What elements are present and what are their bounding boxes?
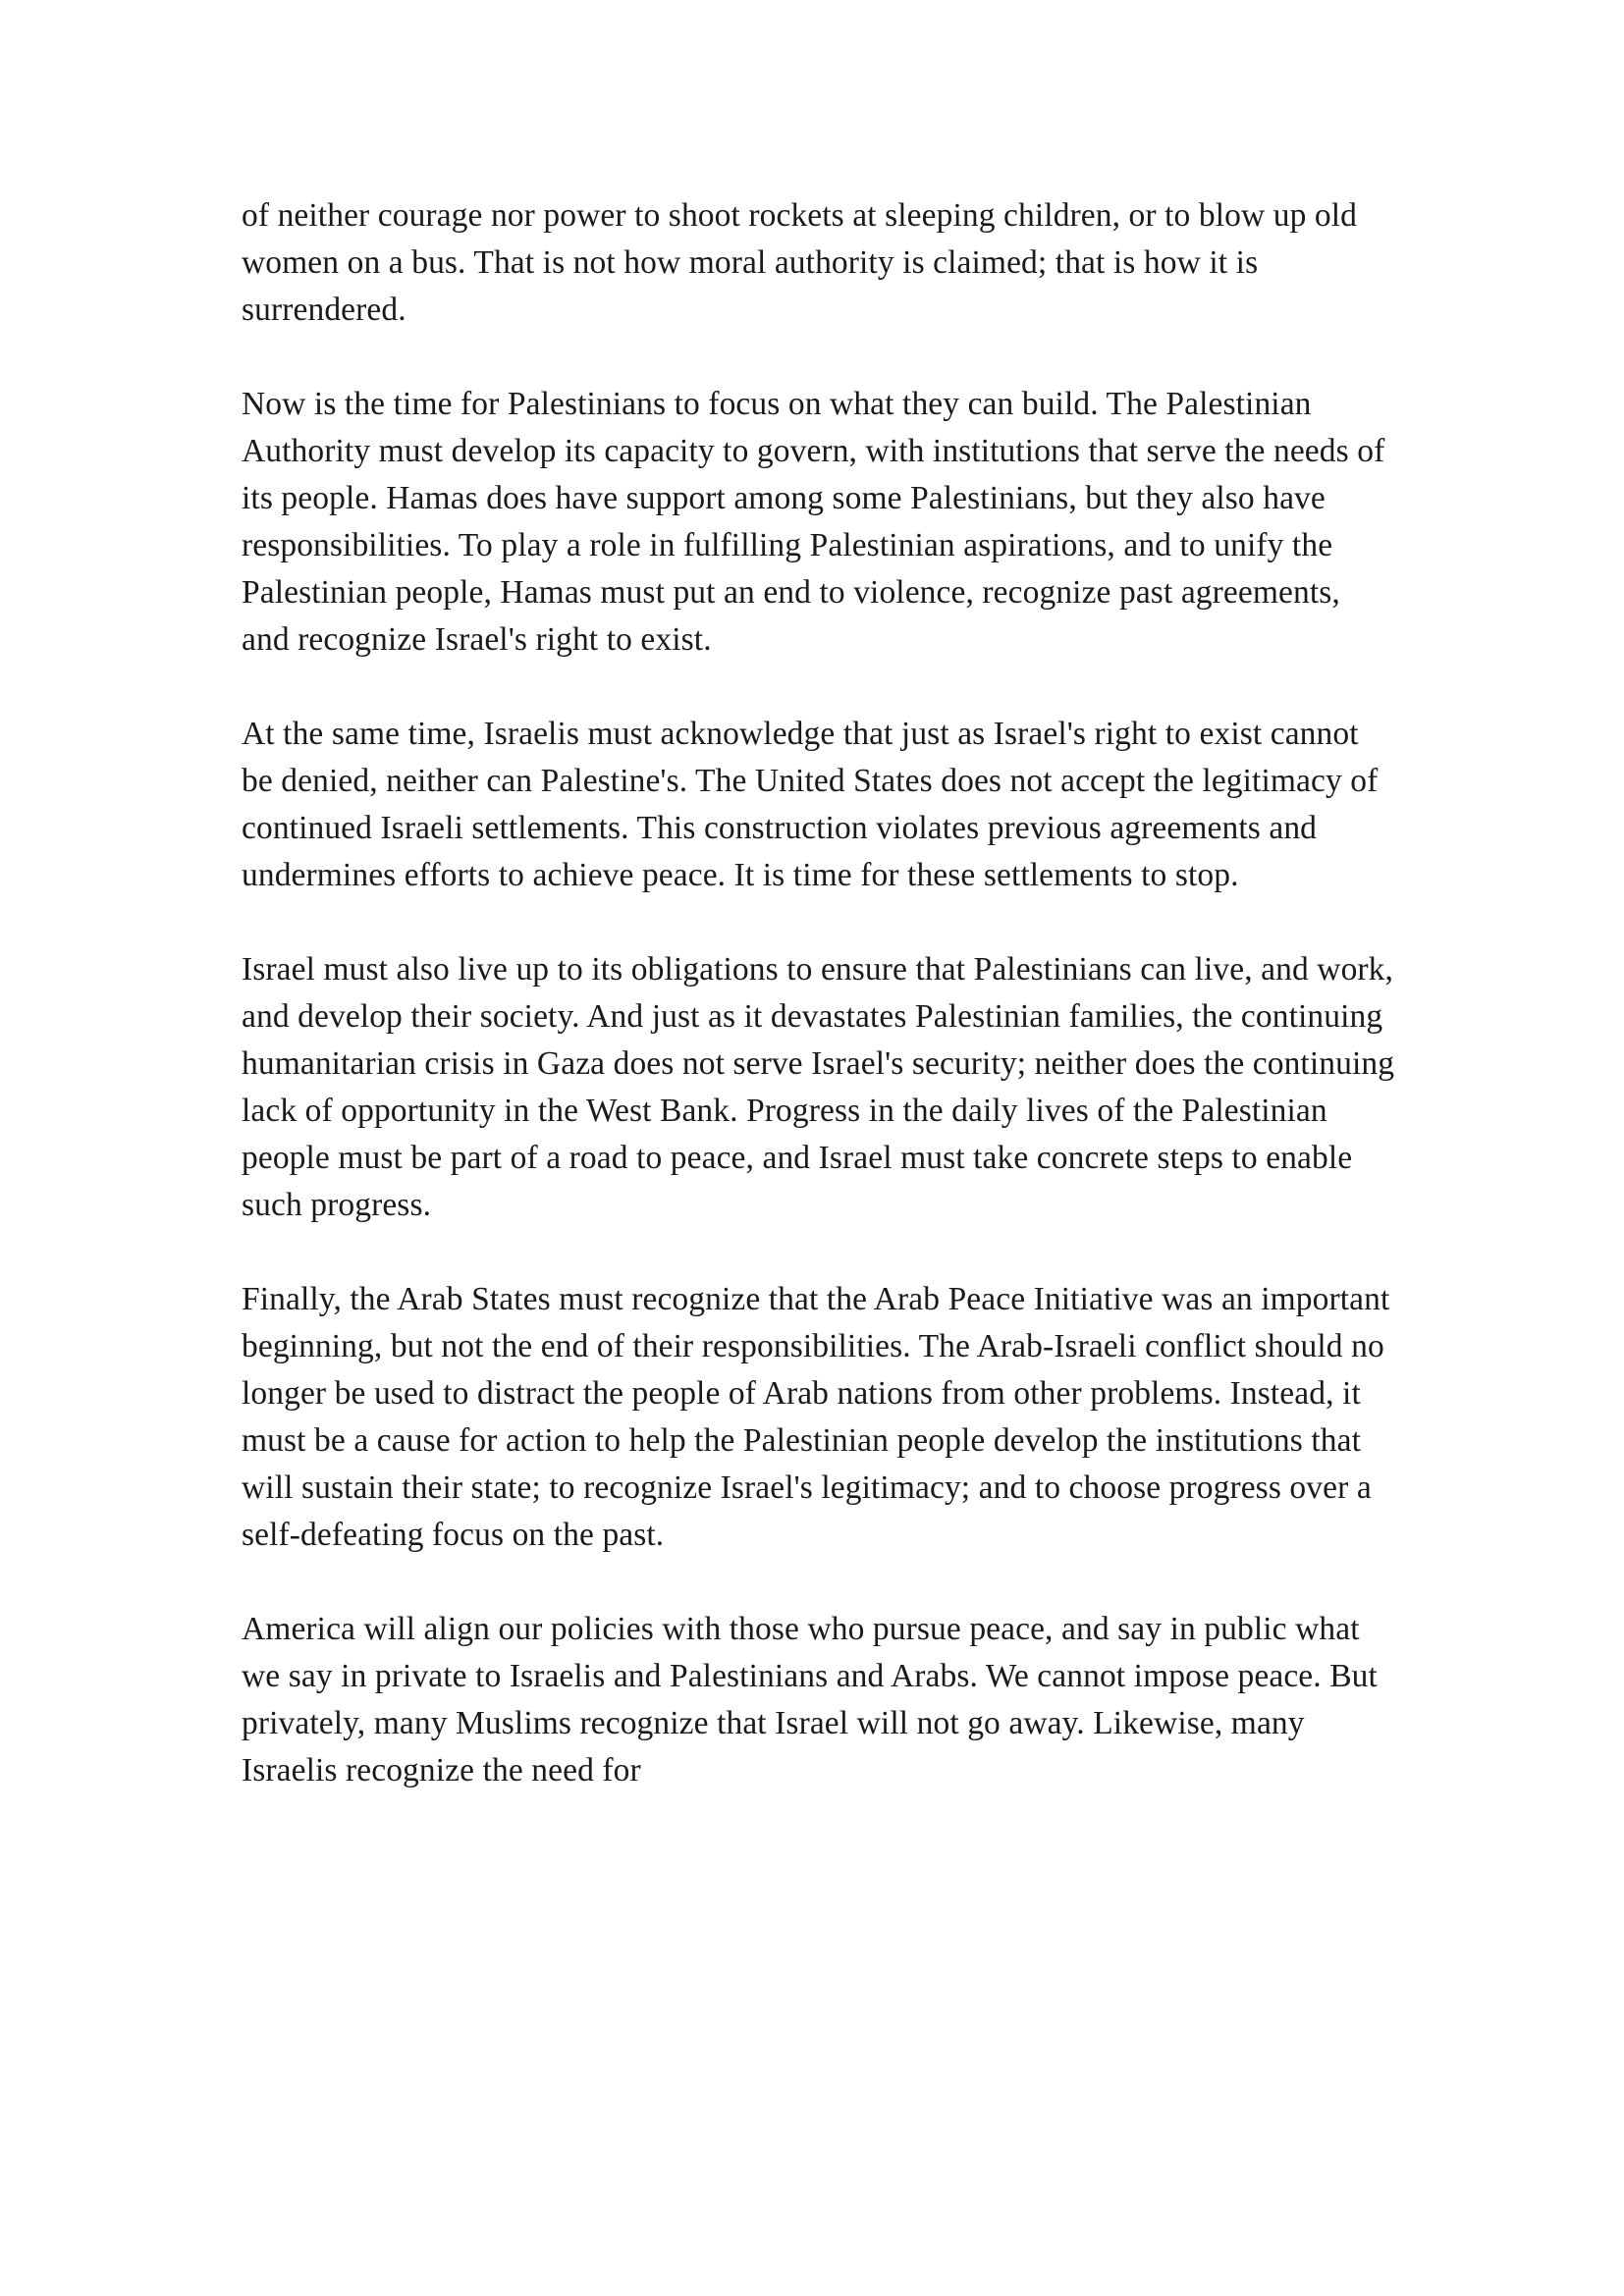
paragraph: of neither courage nor power to shoot rockets at sleeping children, or to blow up old women on a bus. That is not how moral authority is claimed; that is how it is surrendered. — [242, 197, 1358, 328]
paragraph: America will align our policies with those who pursue peace, and say in public what we say in private to Israelis and Palestinians and Arabs. We cannot impose peace. But privately, many Muslims recognize that Israel will not go away. Likewise, many Israelis recognize the need for — [242, 1611, 1378, 1789]
paragraph: Now is the time for Palestinians to focus on what they can build. The Palestinian Authority must develop its capacity to govern, with institutions that serve the needs of its people. Hamas does have support among some Palestinians, but they also have responsibilities. To play a role in fulfilling Palestinian aspirations, and to unify the Palestinian people, Hamas must put an end to violence, recognize past agreements, and recognize Israel's right to exist. — [242, 386, 1385, 658]
text-column — [242, 192, 1395, 1842]
paragraph: Israel must also live up to its obligations to ensure that Palestinians can live, and work, and develop their society. And just as it devastates Palestinian families, the continuing humanitarian crisis in Gaza does not serve Israel's security; neither does the continuing lack of opportunity in the West Bank. Progress in the daily lives of the Palestinian people must be part of a road to peace, and Israel must take concrete steps to enable such progress. — [242, 951, 1395, 1223]
paragraph: Finally, the Arab States must recognize that the Arab Peace Initiative was an important beginning, but not the end of their responsibilities. The Arab-Israeli conflict should no longer be used to distract the people of Arab nations from other problems. Instead, it must be a cause for action to help the Palestinian people develop the institutions that will sustain their state; to recognize Israel's legitimacy; and to choose progress over a self-defeating focus on the past. — [242, 1281, 1390, 1553]
paragraph: At the same time, Israelis must acknowledge that just as Israel's right to exist cannot be denied, neither can Palestine's. The United States does not accept the legitimacy of continued Israeli settlements. This construction violates previous agreements and undermines efforts to achieve peace. It is time for these settlements to stop. — [242, 716, 1379, 893]
